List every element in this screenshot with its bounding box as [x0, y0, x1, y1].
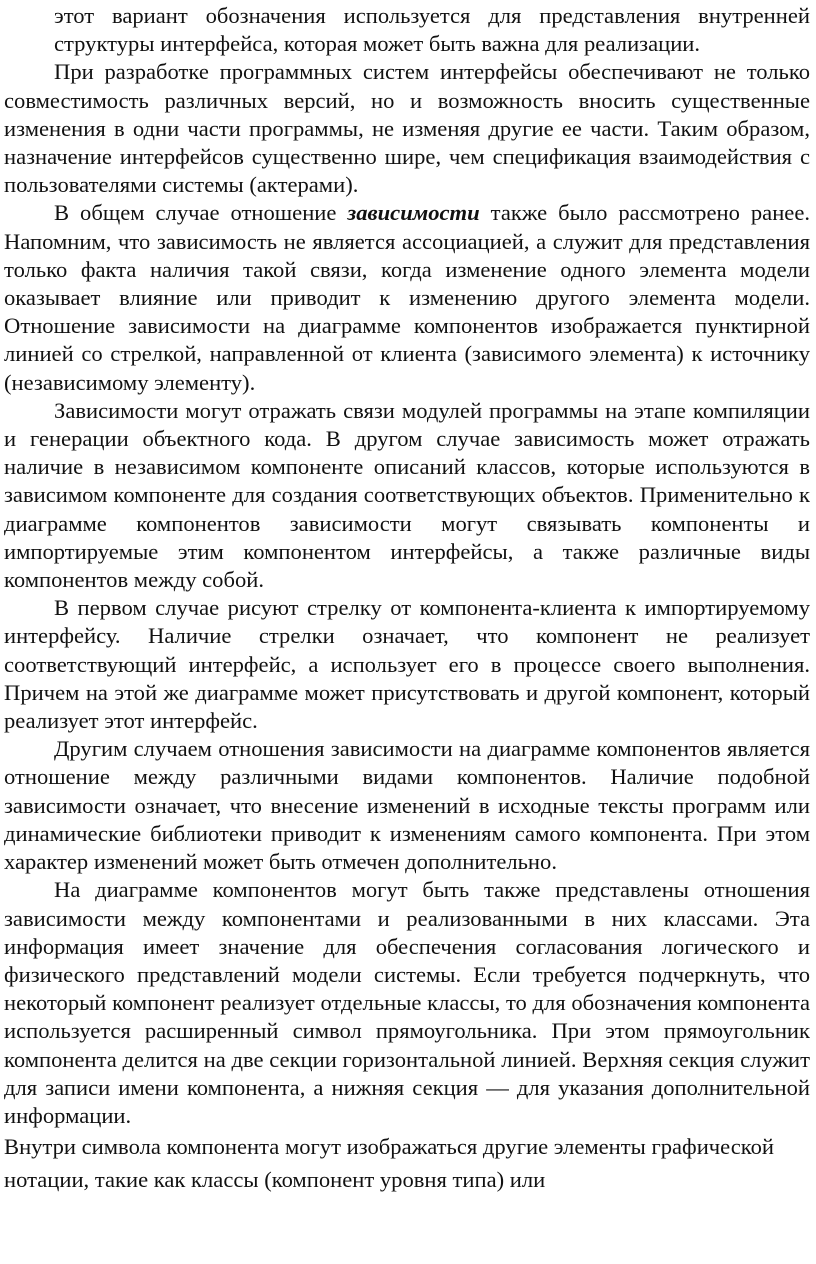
paragraph-5: В первом случае рисуют стрелку от компонента-клиента к импортируемому интерфейсу. Наличие стрелки означает, что компонент не реализует соответствующий интерфейс, а использует его в процессе своего выполнения. Причем на этой же диаграмме может присутствовать и другой компонент, который реализует этот интерфейс.: [4, 595, 810, 734]
paragraph-3-lead: В общем случае отношение: [54, 200, 348, 226]
paragraph-1: этот вариант обозначения используется для представления внутренней структуры интерфейса, которая может быть важна для реализации.: [54, 3, 810, 57]
emphasis-term: зависимости: [347, 200, 480, 226]
paragraph-3: [4, 199, 810, 396]
paragraph-4: Зависимости могут отражать связи модулей программы на этапе компиляции и генерации объектного кода. В другом случае зависимость может отражать наличие в независимом компоненте описаний классов, которые используются в зависимом компоненте для создания соответствующих объектов. Применительно к диаграмме компонентов зависимости могут связывать компоненты и импортируемые этим компонентом интерфейсы, а также различные виды компонентов между собой.: [4, 397, 810, 593]
paragraph-8: Внутри символа компонента могут изображаться другие элементы графической нотации, такие как классы (компонент уровня типа) или: [4, 1134, 774, 1193]
paragraph-7: На диаграмме компонентов могут быть также представлены отношения зависимости между компонентами и реализованными в них классами. Эта информация имеет значение для обеспечения согласования логического и физического представлений модели системы. Если требуется подчеркнуть, что некоторый компонент реализует отдельные классы, то для обозначения компонента используется расширенный символ прямоугольника. При этом прямоугольник компонента делится на две секции горизонтальной линией. Верхняя секция служит для записи имени компонента, а нижняя секция — для указания дополнительной информации.: [4, 877, 810, 1128]
paragraph-3-rest: также было рассмотрено ранее. Напомним, что зависимость не является ассоциацией, а служит для представления только факта наличия такой связи, когда изменение одного элемента модели оказывает влияние или приводит к изменению другого элемента модели. Отношение зависимости на диаграмме компонентов изображается пунктирной линией со стрелкой, направленной от клиента (зависимого элемента) к источнику (независимому элементу).: [4, 200, 810, 395]
paragraph-2: При разработке программных систем интерфейсы обеспечивают не только совместимость различных версий, но и возможность вносить существенные изменения в одни части программы, не изменяя другие ее части. Таким образом, назначение интерфейсов существенно шире, чем спецификация взаимодействия с пользователями системы (актерами).: [4, 59, 810, 198]
paragraph-6: Другим случаем отношения зависимости на диаграмме компонентов является отношение между различными видами компонентов. Наличие подобной зависимости означает, что внесение изменений в исходные тексты программ или динамические библиотеки приводит к изменениям самого компонента. При этом характер изменений может быть отмечен дополнительно.: [4, 736, 810, 875]
